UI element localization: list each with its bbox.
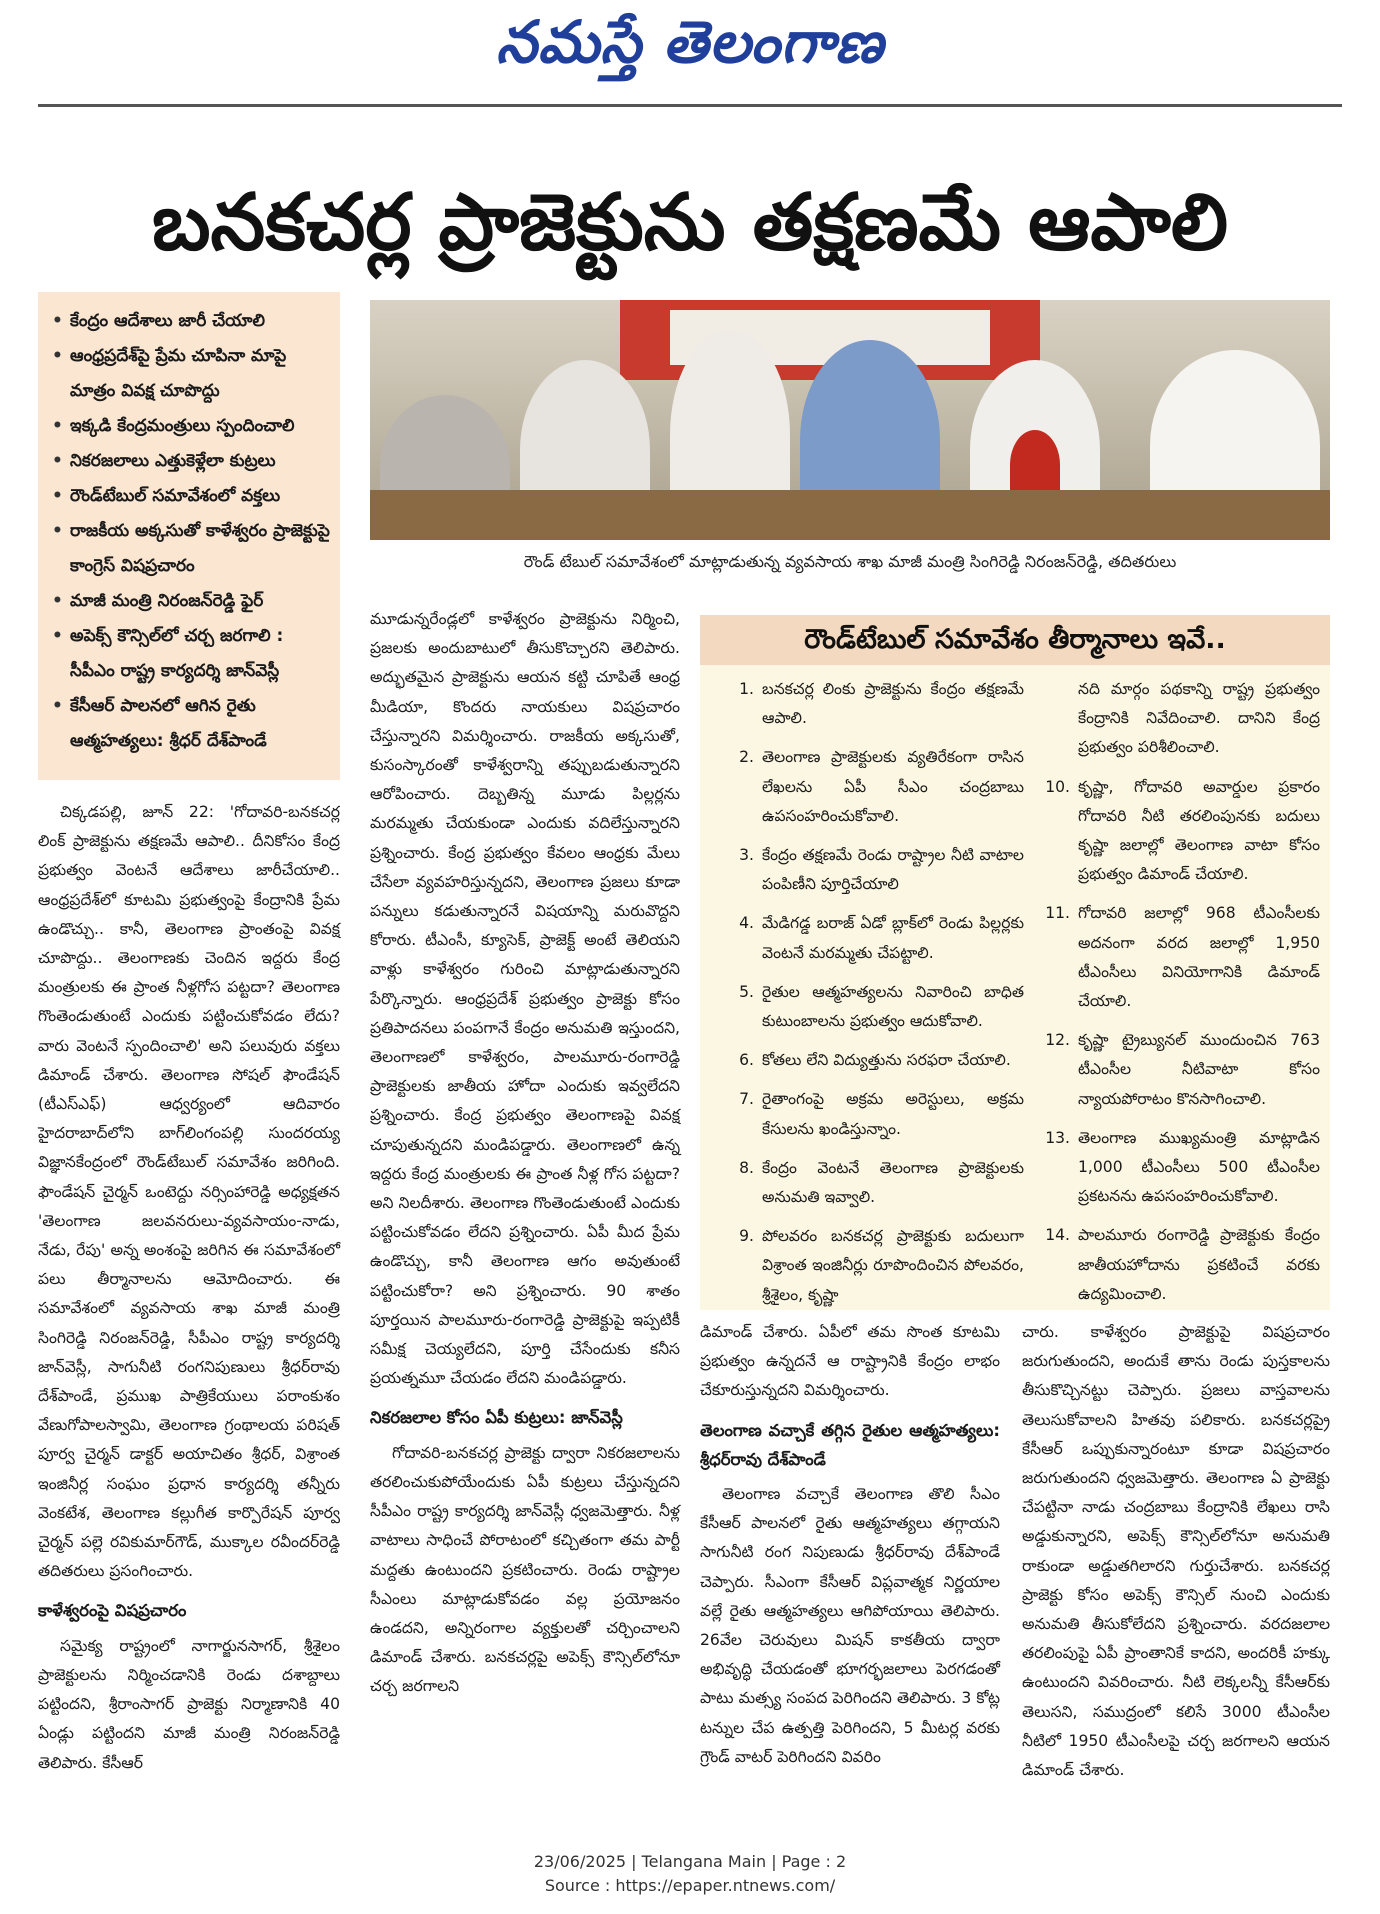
news-photo [370, 300, 1330, 540]
highlight-item: • కేంద్రం ఆదేశాలు జారీ చేయాలి [52, 304, 332, 339]
resolution-item: 6. కోతలు లేని విద్యుత్తును సరఫరా చేయాలి. [739, 1051, 1011, 1070]
highlight-item: • అపెక్స్ కౌన్సిల్‌లో చర్చ జరగాలి : సీపీఎం రాష్ట్ర కార్యదర్శి జాన్‌వెస్లీ [52, 619, 332, 689]
resolution-item: 8. కేంద్రం వెంటనే తెలంగాణ ప్రాజెక్టులకు అనుమతి ఇవ్వాలి. [739, 1158, 1024, 1207]
highlight-item: • రాజకీయ అక్కసుతో కాళేశ్వరం ప్రాజెక్టుపై కాంగ్రెస్ విషప్రచారం [52, 514, 332, 584]
resolutions-header: రౌండ్‌టేబుల్ సమావేశం తీర్మానాలు ఇవే.. [700, 615, 1330, 665]
resolution-item: 5. రైతుల ఆత్మహత్యలను నివారించి బాధిత కుటుంబాలను ప్రభుత్వం ఆదుకోవాలి. [739, 982, 1024, 1031]
resolutions-list-left [714, 675, 1024, 1320]
highlight-item: • రౌండ్‌టేబుల్ సమావేశంలో వక్తలు [52, 479, 332, 514]
highlight-item: • నికరజలాలు ఎత్తుకెళ్లేలా కుట్రలు [52, 444, 332, 479]
resolution-item: 11. గోదావరి జలాల్లో 968 టీఎంసీలకు అదనంగా వరద జలాల్లో 1,950 టీఎంసీలు వినియోగానికి డిమాండ్ చేయాలి. [1045, 904, 1320, 1011]
resolution-item: 14. పాలమూరు రంగారెడ్డి ప్రాజెక్టుకు కేంద్రం జాతీయహోదాను ప్రకటించే వరకు ఉద్యమించాలి. [1045, 1226, 1320, 1303]
resolutions-box [700, 665, 1330, 1310]
highlights-box [38, 292, 340, 780]
resolution-item: 10. కృష్ణా, గోదావరి అవార్డుల ప్రకారం గోదావరి నీటి తరలింపునకు బదులు కృష్ణా జలాల్లో తెలంగాణ వాటా కోసం ప్రభుత్వం డిమాండ్ చేయాలి. [1045, 777, 1320, 884]
photo-table [370, 490, 1330, 540]
article-column-4 [1022, 1318, 1330, 1785]
subheading: నికరజలాల కోసం ఏపీ కుట్రలు: జాన్‌వెస్లీ [370, 1408, 623, 1428]
highlight-item: • కేసీఆర్ పాలనలో ఆగిన రైతు ఆత్మహత్యలు: శ్రీధర్ దేశ్‌పాండే [52, 689, 332, 759]
resolution-item: 9. పోలవరం బనకచర్ల ప్రాజెక్టుకు బదులుగా విశ్రాంత ఇంజినీర్లు రూపొందించిన పోలవరం, శ్రీశైలం, కృష్ణా [739, 1227, 1024, 1304]
article-paragraph: చిక్కడపల్లి, జూన్ 22: 'గోదావరి-బనకచర్ల లింక్ ప్రాజెక్టును తక్షణమే ఆపాలి.. దీనికోసం కేంద్ర ప్రభుత్వం వెంటనే ఆదేశాలు జారీచేయాలి.. ఆంధ్రప్రదేశ్‌లో కూటమి ప్రభుత్వంపై కేంద్రానికి ప్రేమ ఉండొచ్చు.. కానీ, తెలంగాణ ప్రాంతంపై వివక్ష చూపొద్దు.. తెలంగాణకు చెందిన ఇద్దరు కేంద్ర మంత్రులకు ఈ ప్రాంత నీళ్లగోస పట్టదా? తెలంగాణ గొంతెండుతుంటే ఎందుకు పట్టించుకోవడం లేదు? వారు వెంటనే స్పందించాలి' అని పలువురు వక్తలు డిమాండ్ చేశారు. తెలంగాణ సోషల్ ఫౌండేషన్ (టీఎస్ఎఫ్) ఆధ్వర్యంలో ఆదివారం హైదరాబాద్‌లోని బాగ్‌లింగంపల్లి సుందరయ్య విజ్ఞానకేంద్రంలో రౌండ్‌టేబుల్ సమావేశం జరిగింది. ఫౌండేషన్ చైర్మన్ ఒంటెద్దు నర్సింహారెడ్డి అధ్యక్షతన 'తెలంగాణ జలవనరులు-వ్యవసాయం-నాడు, నేడు, రేపు' అన్న అంశంపై జరిగిన ఈ సమావేశంలో పలు తీర్మానాలను ఆమోదించారు. ఈ సమావేశంలో వ్యవసాయ శాఖ మాజీ మంత్రి సింగిరెడ్డి నిరంజన్‌రెడ్డి, సీపీఎం రాష్ట్ర కార్యదర్శి జాన్‌వెస్లీ, సాగునీటి రంగనిపుణులు శ్రీధర్‌రావు దేశ్‌పాండే, ప్రముఖ పాత్రికేయులు పరాంకుశం వేణుగోపాలస్వామి, తెలంగాణ గ్రంథాలయ పరిషత్ పూర్వ చైర్మన్ డాక్టర్ అయాచితం శ్రీధర్, విశ్రాంత ఇంజినీర్ల సంఘం ప్రధాన కార్యదర్శి తన్నీరు వెంకటేశ, తెలంగాణ కల్లుగీత కార్పొరేషన్ పూర్వ చైర్మన్ పల్లె రవికుమార్‌గౌడ్, ముక్కాల రవీందర్‌రెడ్డి తదితరులు ప్రసంగించారు. [38, 803, 340, 1581]
resolution-item: 13. తెలంగాణ ముఖ్యమంత్రి మాట్లాడిన 1,000 టీఎంసీలు 500 టీఎంసీల ప్రకటనను ఉపసంహరించుకోవాలి. [1045, 1128, 1320, 1206]
resolution-item: 7. రైతాంగంపై అక్రమ అరెస్టులు, అక్రమ కేసులను ఖండిస్తున్నాం. [739, 1090, 1024, 1138]
article-column-3 [700, 1318, 1000, 1772]
highlight-item: • ఇక్కడి కేంద్రమంత్రులు స్పందించాలి [52, 409, 332, 444]
article-column-2 [370, 605, 680, 1702]
article-paragraph: తెలంగాణ వచ్చాకే తెలంగాణ తొలి సీఎం కేసీఆర్ పాలనలో రైతు ఆత్మహత్యలు తగ్గాయని సాగునీటి రంగ నిపుణుడు శ్రీధర్‌రావు దేశ్‌పాండే చెప్పారు. సీఎంగా కేసీఆర్ విప్లవాత్మక నిర్ణయాల వల్లే రైతు ఆత్మహత్యలు ఆగిపోయాయి తెలిపారు. 26వేల చెరువులు మిషన్ కాకతీయ ద్వారా అభివృద్ధి చేయడంతో భూగర్భజలాలు పెరగడంతో పాటు మత్స్య సంపద పెరిగిందని తెలిపారు. 3 కోట్ల టన్నుల చేప ఉత్పత్తి పెరిగిందని, 5 మీటర్ల వరకు గ్రౌండ్ వాటర్ పెరిగిందని వివరిం [700, 1485, 1000, 1766]
top-rule [38, 104, 1342, 107]
resolution-item: నది మార్గం పథకాన్ని రాష్ట్ర ప్రభుత్వం కేంద్రానికి నివేదించాలి. దానిని కేంద్ర ప్రభుత్వం పరిశీలించాలి. [1078, 680, 1320, 757]
article-paragraph: మూడున్నరేండ్లలో కాళేశ్వరం ప్రాజెక్టును నిర్మించి, ప్రజలకు అందుబాటులో తీసుకొచ్చారని తెలిపారు. అద్భుతమైన ప్రాజెక్టును ఆయన కట్టి చూపితే ఆంధ్ర మీడియా, కొందరు నాయకులు విషప్రచారం చేస్తున్నారని విమర్శించారు. రాజకీయ అక్కసుతో, కుసంస్కారంతో కాళేశ్వరాన్ని తప్పుబడుతున్నారని ఆరోపించారు. దెబ్బతిన్న మూడు పిల్లర్లను మరమ్మతు చేయకుండా ఎందుకు వదిలేస్తున్నారని ప్రశ్నించారు. కేంద్ర ప్రభుత్వం కేవలం ఆంధ్రకు మేలు చేసేలా వ్యవహరిస్తున్నదని, తెలంగాణ ప్రజలు కూడా పన్నులు కడుతున్నారనే విషయాన్ని మరువొద్దని కోరారు. టీఎంసీ, క్యూసెక్, ప్రాజెక్ట్ అంటే తెలియని వాళ్లు కాళేశ్వరం గురించి మాట్లాడుతున్నారని పేర్కొన్నారు. ఆంధ్రప్రదేశ్ ప్రభుత్వం ప్రాజెక్టు కోసం ప్రతిపాదనలు పంపగానే కేంద్రం అనుమతి ఇస్తుందని, తెలంగాణలో కాళేశ్వరం, పాలమూరు-రంగారెడ్డి ప్రాజెక్టులకు జాతీయ హోదా ఎందుకు ఇవ్వలేదని ప్రశ్నించారు. కేంద్ర ప్రభుత్వం తెలంగాణపై వివక్ష చూపుతున్నదని మండిపడ్డారు. తెలంగాణలో ఉన్న ఇద్దరు కేంద్ర మంత్రులకు ఈ ప్రాంత నీళ్ల గోస పట్టదా? అని నిలదీశారు. తెలంగాణ గొంతెండుతుంటే ఎందుకు పట్టించుకోవడం లేదని ప్రశ్నించారు. ఏపీ మీద ప్రేమ ఉండొచ్చు, కానీ తెలంగాణ ఆగం అవుతుంటే పట్టించుకోరా? అని ప్రశ్నించారు. 90 శాతం పూర్తయిన పాలమూరు-రంగారెడ్డి ప్రాజెక్టుపై ఇప్పటికీ సమీక్ష చెయ్యలేదని, పూర్తి చేసేందుకు కనీస ప్రయత్నమూ చేయడం లేదని మండిపడ్డారు. [370, 610, 680, 1388]
resolution-item: 3. కేంద్రం తక్షణమే రెండు రాష్ట్రాల నీటి వాటాల పంపిణీని పూర్తిచేయాలి [739, 846, 1024, 894]
subheading: కాళేశ్వరంపై విషప్రచారం [38, 1601, 187, 1621]
footer-date-line: 23/06/2025 | Telangana Main | Page : 2 [533, 1852, 847, 1871]
footer-source-line: Source : https://epaper.ntnews.com/ [544, 1876, 836, 1895]
article-column-1 [38, 798, 340, 1778]
headline: బనకచర్ల ప్రాజెక్టును తక్షణమే ఆపాలి [151, 177, 1229, 268]
masthead-logo: నమస్తే తెలంగాణ [496, 8, 884, 76]
resolution-item: 1. బనకచర్ల లింకు ప్రాజెక్టును కేంద్రం తక్షణమే ఆపాలి. [739, 680, 1024, 728]
resolution-item: 12. కృష్ణా ట్రైబ్యునల్ ముందుంచిన 763 టీఎంసీల నీటివాటా కోసం న్యాయపోరాటం కొనసాగించాలి. [1045, 1031, 1320, 1108]
subheading: తెలంగాణ వచ్చాకే తగ్గిన రైతుల ఆత్మహత్యలు: శ్రీధర్‌రావు దేశ్‌పాండే [700, 1420, 1000, 1469]
resolution-item: 2. తెలంగాణ ప్రాజెక్టులకు వ్యతిరేకంగా రాసిన లేఖలను ఏపీ సీఎం చంద్రబాబు ఉపసంహరించుకోవాలి. [739, 748, 1024, 825]
article-paragraph: డిమాండ్ చేశారు. ఏపీలో తమ సొంత కూటమి ప్రభుత్వం ఉన్నదనే ఆ రాష్ట్రానికి కేంద్రం లాభం చేకూరుస్తున్నదని విమర్శించారు. [700, 1323, 1000, 1400]
resolution-item: 4. మేడిగడ్డ బరాజ్ ఏడో బ్లాక్‌లో రెండు పిల్లర్లకు వెంటనే మరమ్మతు చేపట్టాలి. [739, 914, 1024, 962]
article-paragraph: సమైక్య రాష్ట్రంలో నాగార్జునసాగర్, శ్రీశైలం ప్రాజెక్టులను నిర్మించడానికి రెండు దశాబ్దాలు పట్టిందని, శ్రీరాంసాగర్ ప్రాజెక్టు నిర్మాణానికి 40 ఏండ్లు పట్టిందని మాజీ మంత్రి నిరంజన్‌రెడ్డి తెలిపారు. కేసీఆర్ [38, 1636, 340, 1772]
highlight-item: • ఆంధ్రప్రదేశ్‌పై ప్రేమ చూపినా మాపై మాత్రం వివక్ష చూపొద్దు [52, 339, 332, 409]
resolutions-list-right [1030, 675, 1320, 1319]
article-paragraph: గోదావరి-బనకచర్ల ప్రాజెక్టు ద్వారా నికరజలాలను తరలించుకుపోయేందుకు ఏపీ కుట్రలు చేస్తున్నదని సీపీఎం రాష్ట్ర కార్యదర్శి జాన్‌వెస్లీ ధ్వజమెత్తారు. నీళ్ల వాటాలు సాధించే పోరాటంలో కచ్చితంగా తమ పార్టీ మద్దతు ఉంటుందని ప్రకటించారు. రెండు రాష్ట్రాల సీఎంలు మాట్లాడుకోవడం వల్ల ప్రయోజనం ఉండదని, అన్నిరంగాల వ్యక్తులతో చర్చించాలని డిమాండ్ చేశారు. బనకచర్లపై అపెక్స్ కౌన్సిల్‌లోనూ చర్చ జరగాలని [370, 1443, 680, 1696]
article-paragraph: చారు. కాళేశ్వరం ప్రాజెక్టుపై విషప్రచారం జరుగుతుందని, అందుకే తాను రెండు పుస్తకాలను తీసుకొచ్చినట్టు చెప్పారు. ప్రజలు వాస్తవాలను తెలుసుకోవాలని హితవు పలికారు. బనకచర్లప్రై కేసీఆర్ ఒప్పుకున్నారంటూ కూడా విషప్రచారం జరుగుతుందని ధ్వజమెత్తారు. తెలంగాణ ఏ ప్రాజెక్టు చేపట్టినా నాడు చంద్రబాబు కేంద్రానికి లేఖలు రాసి అడ్డుకున్నారని, అపెక్స్ కౌన్సిల్‌లోనూ అనుమతి రాకుండా అడ్డుతగిలారని గుర్తుచేశారు. బనకచర్ల ప్రాజెక్టు కోసం అపెక్స్ కౌన్సిల్ నుంచి ఎందుకు అనుమతి తీసుకోలేదని ప్రశ్నించారు. వరదజలాల తరలింపుపై ఏపీ ప్రాంతానికే కాదని, అందరికీ హక్కు ఉంటుందని వివరించారు. నీటి లెక్కలన్నీ కేసీఆర్‌కు తెలుసని, సముద్రంలో కలిసే 3000 టీఎంసీల నీటిలో 1950 టీఎంసీలపై చర్చ జరగాలని ఆయన డిమాండ్ చేశారు. [1022, 1323, 1330, 1780]
highlight-item: • మాజీ మంత్రి నిరంజన్‌రెడ్డి ఫైర్ [52, 584, 332, 619]
photo-caption: రౌండ్ టేబుల్ సమావేశంలో మాట్లాడుతున్న వ్యవసాయ శాఖ మాజీ మంత్రి సింగిరెడ్డి నిరంజన్‌రెడ్డి, తదితరులు [523, 552, 1177, 571]
